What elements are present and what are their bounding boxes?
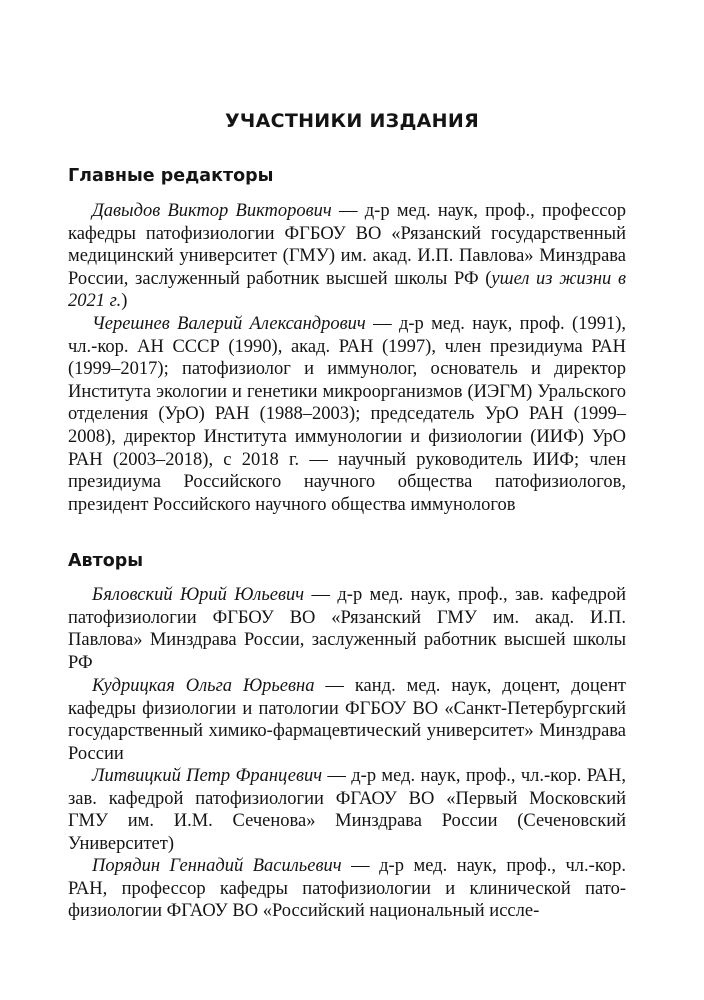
person-name: Черешнев Валерий Александрович bbox=[92, 314, 366, 334]
person-description: — д-р мед. наук, проф. (1991), чл.-кор. АН СССР (1990), акад. РАН (1997), член президиума РАН (1999–2017); патофизиолог и иммунолог, основатель и директор Института экологии и генетики микроорганизмов (ИЭГМ) Уральского отделения (УрО) РАН (1988–2003); председатель УрО РАН (1999–2008), директор Института иммунологии и физиологии (ИИФ) УрО РАН (2003–2018), с 2018 г. — научный руководитель ИИФ; член президиума Российского научного общества патофизиологов, президент Российского научного общества иммунологов bbox=[68, 314, 626, 515]
author-entry-byalovsky bbox=[68, 584, 626, 674]
author-entry-kudritskaya bbox=[68, 675, 626, 765]
person-name: Бяловский Юрий Юльевич bbox=[92, 585, 305, 605]
author-entry-poryadin bbox=[68, 855, 626, 923]
person-name: Давыдов Виктор Викторович bbox=[92, 201, 332, 221]
person-description: — д-р мед. наук, проф., чл.-кор. РАН, профессор кафедры патофизиологии и клинической патофизиологии ФГАОУ ВО «Российский национальный иссле- bbox=[68, 856, 626, 922]
person-name: Кудрицкая Ольга Юрьевна bbox=[92, 676, 315, 696]
section-heading-authors: Авторы bbox=[68, 551, 144, 571]
author-entry-litvitsky bbox=[68, 765, 626, 855]
person-note: ушел из жизни в 2021 г. bbox=[68, 268, 626, 312]
section-heading-editors: Главные редакторы bbox=[68, 166, 274, 186]
editor-entry-chereshnev bbox=[68, 313, 626, 516]
person-description: — д-р мед. наук, проф., чл.-кор. РАН, зав. кафедрой патофизиологии ФГАОУ ВО «Первый Московский ГМУ им. И.М. Сеченова» Минздрава России (Сеченовский Университет) bbox=[68, 766, 626, 854]
person-description: — канд. мед. наук, доцент, доцент кафедры физиологии и патологии ФГБОУ ВО «Санкт-Петербургский государственный химико-фармацевтический университет» Минздрава России bbox=[68, 676, 627, 764]
page-title: УЧАСТНИКИ ИЗДАНИЯ bbox=[224, 110, 480, 132]
person-description-tail: ) bbox=[121, 291, 128, 312]
person-description: — д-р мед. наук, проф., зав. кафедрой патофизиологии ФГБОУ ВО «Рязанский ГМУ им. акад. И.П. Павлова» Минздрава России, заслуженный работник высшей школы РФ bbox=[68, 585, 626, 673]
person-description: — д-р мед. наук, проф., профессор кафедры патофизиологии ФГБОУ ВО «Рязанский государственный медицинский университет (ГМУ) им. акад. И.П. Павлова» Минздрава России, заслуженный работник высшей школы РФ ( bbox=[68, 201, 626, 289]
person-name: Литвицкий Петр Францевич bbox=[92, 766, 323, 786]
person-name: Порядин Геннадий Васильевич bbox=[92, 856, 342, 876]
editor-entry-davydov bbox=[68, 200, 626, 313]
